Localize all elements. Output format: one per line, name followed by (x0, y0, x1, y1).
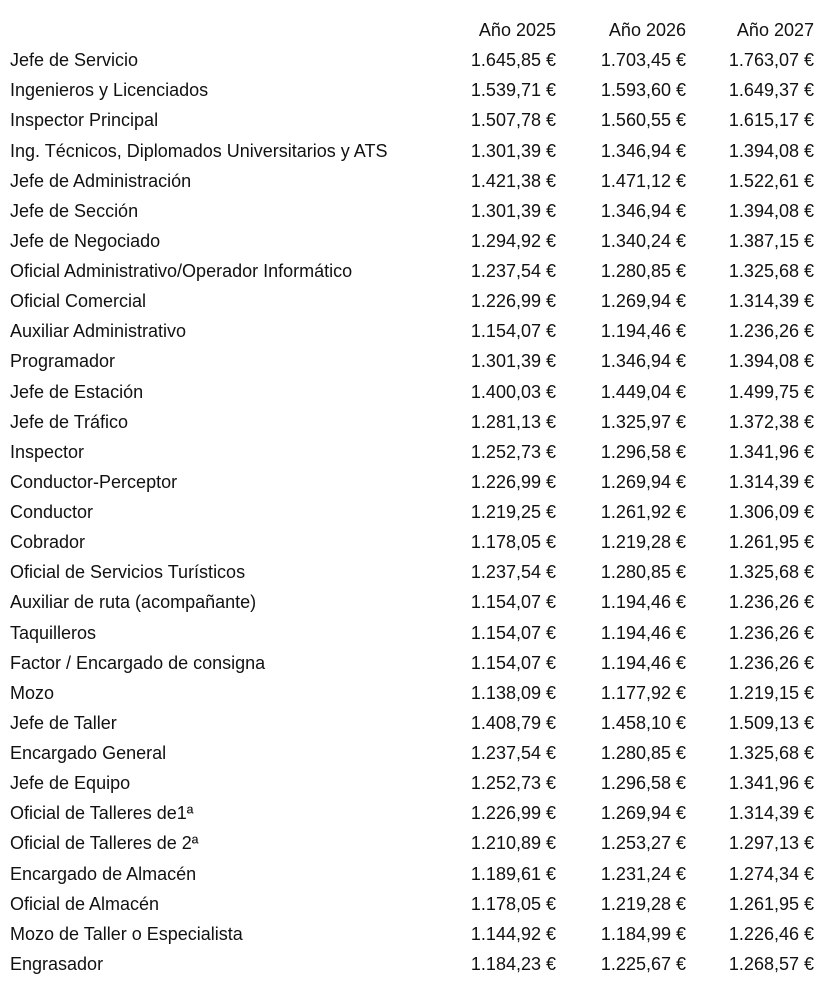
job-category: Oficial de Talleres de 2ª (10, 833, 199, 854)
salary-2027: 1.325,68 € (728, 261, 814, 281)
job-category: Mozo (10, 682, 55, 703)
salary-2026: 1.253,27 € (600, 833, 686, 854)
table-row (0, 557, 818, 587)
job-category: Oficial de Servicios Turísticos (10, 562, 246, 583)
job-category: Conductor (10, 502, 94, 522)
table-row (0, 708, 818, 738)
table-row (0, 226, 818, 256)
salary-2025: 1.144,92 € (470, 923, 556, 944)
salary-2027: 1.394,08 € (728, 200, 814, 221)
table-row (0, 75, 818, 105)
job-category: Conductor-Perceptor (10, 471, 178, 492)
job-category: Ing. Técnicos, Diplomados Universitarios y ATS (10, 140, 388, 161)
salary-2027: 1.236,26 € (728, 622, 814, 643)
salary-2025: 1.184,23 € (470, 953, 556, 974)
salary-2025: 1.219,25 € (470, 502, 556, 522)
table-row (0, 377, 818, 407)
salary-2025: 1.252,73 € (470, 773, 556, 794)
salary-2026: 1.703,45 € (600, 50, 686, 71)
header-year-2025: Año 2025 (478, 20, 556, 40)
salary-2026: 1.225,67 € (600, 953, 686, 974)
salary-2027: 1.261,95 € (728, 532, 814, 553)
salary-2025: 1.294,92 € (470, 230, 556, 251)
header-year-2026: Año 2026 (608, 20, 686, 40)
salary-2027: 1.325,68 € (728, 562, 814, 583)
salary-2025: 1.189,61 € (470, 863, 556, 884)
table-row (0, 648, 818, 678)
salary-2027: 1.522,61 € (728, 170, 814, 191)
salary-2025: 1.237,54 € (470, 562, 556, 583)
salary-2026: 1.560,55 € (600, 110, 686, 131)
salary-2027: 1.236,26 € (728, 592, 814, 613)
salary-2026: 1.194,46 € (600, 321, 686, 342)
salary-2026: 1.269,94 € (600, 291, 686, 312)
job-category: Jefe de Taller (10, 712, 117, 733)
salary-2026: 1.296,58 € (600, 441, 686, 462)
salary-2025: 1.301,39 € (470, 200, 556, 221)
table-row (0, 136, 818, 166)
salary-2027: 1.226,46 € (728, 923, 814, 944)
salary-2026: 1.325,97 € (600, 411, 686, 432)
table-row (0, 678, 818, 708)
job-category: Oficial de Almacén (10, 893, 160, 914)
table-row (0, 889, 818, 919)
table-row (0, 346, 818, 376)
salary-2026: 1.269,94 € (600, 803, 686, 824)
salary-2025: 1.408,79 € (470, 712, 556, 733)
salary-2027: 1.394,08 € (728, 351, 814, 372)
salary-2027: 1.314,39 € (728, 291, 814, 312)
salary-2025: 1.226,99 € (470, 471, 556, 492)
salary-2025: 1.421,38 € (470, 170, 556, 191)
table-row (0, 738, 818, 768)
job-category: Jefe de Estación (10, 381, 144, 402)
table-row (0, 256, 818, 286)
job-category: Jefe de Equipo (10, 773, 131, 794)
job-category: Factor / Encargado de consigna (10, 652, 266, 673)
table-row (0, 166, 818, 196)
salary-2026: 1.177,92 € (600, 682, 686, 703)
job-category: Cobrador (10, 532, 86, 553)
job-category: Jefe de Servicio (10, 50, 139, 71)
table-row (0, 919, 818, 949)
salary-2026: 1.280,85 € (600, 743, 686, 763)
job-category: Engrasador (10, 953, 104, 974)
job-category: Inspector (10, 441, 85, 462)
salary-2027: 1.236,26 € (728, 321, 814, 342)
salary-2027: 1.274,34 € (728, 863, 814, 884)
salary-2025: 1.154,07 € (470, 652, 556, 673)
salary-2026: 1.194,46 € (600, 652, 686, 673)
salary-2025: 1.154,07 € (470, 321, 556, 342)
job-category: Ingenieros y Licenciados (10, 80, 209, 101)
salary-2027: 1.394,08 € (728, 140, 814, 161)
salary-2027: 1.615,17 € (728, 110, 814, 131)
table-row (0, 497, 818, 527)
salary-2025: 1.226,99 € (470, 291, 556, 312)
salary-2025: 1.138,09 € (470, 682, 556, 703)
salary-2026: 1.219,28 € (600, 532, 686, 553)
salary-2025: 1.210,89 € (470, 833, 556, 854)
salary-2027: 1.387,15 € (728, 230, 814, 251)
salary-2027: 1.268,57 € (728, 953, 814, 974)
salary-2026: 1.346,94 € (600, 351, 686, 372)
salary-2026: 1.280,85 € (600, 261, 686, 281)
salary-2025: 1.237,54 € (470, 261, 556, 281)
salary-2025: 1.237,54 € (470, 743, 556, 763)
salary-2027: 1.219,15 € (728, 682, 814, 703)
job-category: Oficial Administrativo/Operador Informático (10, 261, 353, 281)
salary-2027: 1.314,39 € (728, 803, 814, 824)
salary-2025: 1.252,73 € (470, 441, 556, 462)
salary-2027: 1.341,96 € (728, 773, 814, 794)
table-row (0, 828, 818, 858)
job-category: Encargado General (10, 743, 167, 763)
job-category: Auxiliar de ruta (acompañante) (10, 592, 257, 613)
salary-2027: 1.314,39 € (728, 471, 814, 492)
salary-2025: 1.400,03 € (470, 381, 556, 402)
table-row (0, 618, 818, 648)
salary-2027: 1.306,09 € (728, 502, 814, 522)
job-category: Jefe de Sección (10, 200, 139, 221)
table-row (0, 949, 818, 979)
salary-2027: 1.297,13 € (728, 833, 814, 854)
salary-2025: 1.301,39 € (470, 351, 556, 372)
salary-2027: 1.499,75 € (728, 381, 814, 402)
table-row (0, 768, 818, 798)
salary-2027: 1.341,96 € (728, 441, 814, 462)
salary-2027: 1.372,38 € (728, 411, 814, 432)
salary-2025: 1.301,39 € (470, 140, 556, 161)
table-row (0, 467, 818, 497)
salary-2027: 1.649,37 € (728, 80, 814, 101)
job-category: Mozo de Taller o Especialista (10, 923, 243, 944)
salary-2026: 1.471,12 € (600, 170, 686, 191)
salary-2026: 1.458,10 € (600, 712, 686, 733)
job-category: Oficial Comercial (10, 291, 147, 312)
table-row (0, 105, 818, 135)
table-header-row (0, 15, 818, 45)
salary-2026: 1.346,94 € (600, 140, 686, 161)
salary-2027: 1.261,95 € (728, 893, 814, 914)
salary-2026: 1.184,99 € (600, 923, 686, 944)
salary-2025: 1.226,99 € (470, 803, 556, 824)
salary-2026: 1.593,60 € (600, 80, 686, 101)
job-category: Jefe de Negociado (10, 230, 161, 251)
salary-2025: 1.281,13 € (470, 411, 556, 432)
salary-table (0, 15, 818, 979)
salary-2026: 1.219,28 € (600, 893, 686, 914)
salary-2026: 1.340,24 € (600, 230, 686, 251)
job-category: Encargado de Almacén (10, 863, 197, 884)
salary-2025: 1.539,71 € (470, 80, 556, 101)
table-row (0, 196, 818, 226)
table-row (0, 316, 818, 346)
salary-2026: 1.194,46 € (600, 622, 686, 643)
table-row (0, 527, 818, 557)
salary-2026: 1.231,24 € (600, 863, 686, 884)
salary-2026: 1.280,85 € (600, 562, 686, 583)
job-category: Taquilleros (10, 622, 97, 643)
salary-2025: 1.507,78 € (470, 110, 556, 131)
salary-2026: 1.261,92 € (600, 502, 686, 522)
salary-2025: 1.154,07 € (470, 622, 556, 643)
salary-2026: 1.346,94 € (600, 200, 686, 221)
salary-2025: 1.178,05 € (470, 893, 556, 914)
table-row (0, 45, 818, 75)
salary-2027: 1.325,68 € (728, 743, 814, 763)
salary-2026: 1.269,94 € (600, 471, 686, 492)
salary-2025: 1.178,05 € (470, 532, 556, 553)
salary-2025: 1.154,07 € (470, 592, 556, 613)
table-row (0, 407, 818, 437)
salary-2026: 1.449,04 € (600, 381, 686, 402)
table-row (0, 798, 818, 828)
salary-2026: 1.296,58 € (600, 773, 686, 794)
job-category: Auxiliar Administrativo (10, 321, 187, 342)
salary-2027: 1.509,13 € (728, 712, 814, 733)
salary-2025: 1.645,85 € (470, 50, 556, 71)
salary-2026: 1.194,46 € (600, 592, 686, 613)
job-category: Programador (10, 351, 116, 372)
job-category: Jefe de Administración (10, 170, 192, 191)
table-row (0, 437, 818, 467)
salary-2027: 1.236,26 € (728, 652, 814, 673)
table-row (0, 859, 818, 889)
table-row (0, 286, 818, 316)
header-year-2027: Año 2027 (736, 20, 814, 40)
job-category: Jefe de Tráfico (10, 411, 129, 432)
salary-2027: 1.763,07 € (728, 50, 814, 71)
job-category: Inspector Principal (10, 110, 159, 131)
table-row (0, 587, 818, 617)
job-category: Oficial de Talleres de1ª (10, 803, 194, 824)
